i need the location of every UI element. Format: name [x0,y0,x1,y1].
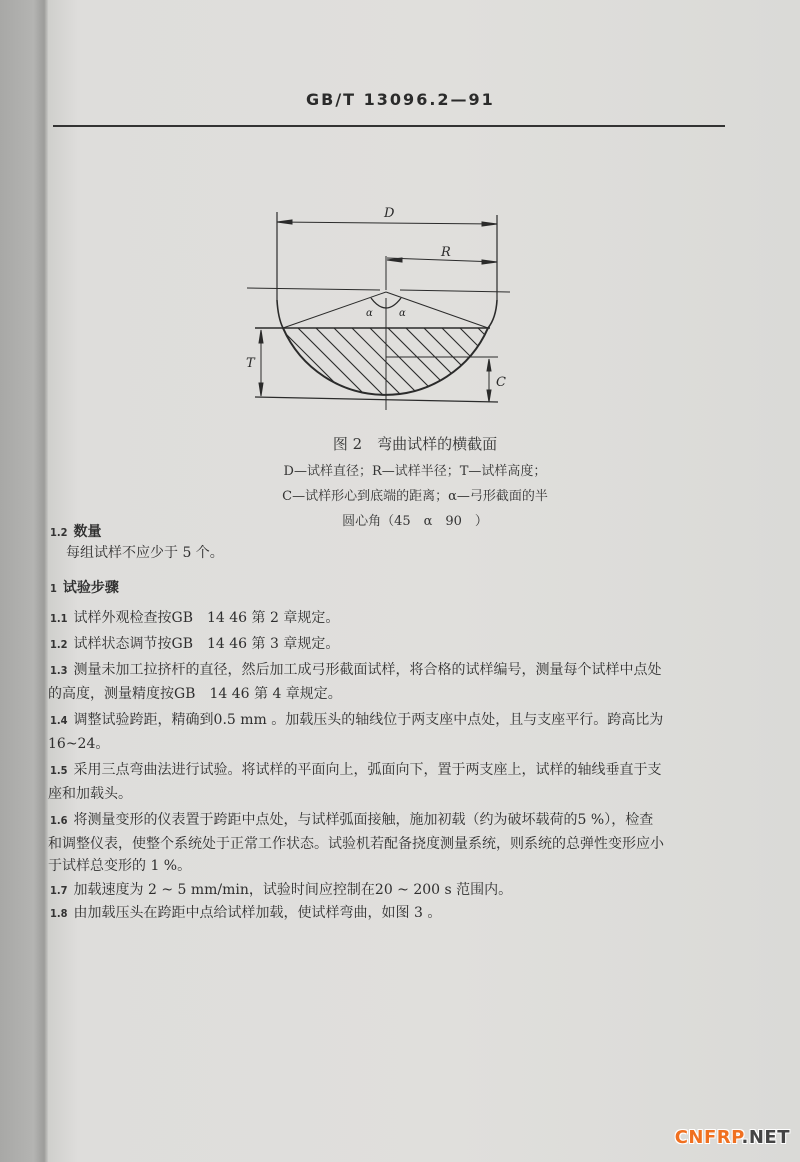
section-heading-quantity [50,522,102,543]
book-binding-shadow [0,0,48,1162]
header-rule [53,125,725,127]
clause-text: 由加载压头在跨距中点给试样加载，使试样弯曲，如图 3 。 [73,905,442,921]
label-C: C [496,375,506,390]
clause-number: 1.2 [50,638,68,651]
standard-code-header: GB/T 13096.2—91 [306,90,495,109]
label-R: R [441,245,451,260]
figure-caption-legend-2: C—试样形心到底端的距离；α—弓形截面的半 [282,489,548,504]
watermark-suffix: .NET [741,1127,790,1148]
document-page [48,0,800,1162]
clause-number: 1.3 [50,664,68,677]
clause-number: 1.8 [50,907,68,920]
clause-text: 调整试验跨距，精确到0.5 mm 。加载压头的轴线位于两支座中点处，且与支座平行。跨高比为 [73,712,664,728]
figure-caption-title: 图 2 弯曲试样的横截面 [332,435,498,453]
paragraph-continuation: 和调整仪表，使整个系统处于正常工作状态。试验机若配备挠度测量系统，则系统的总弹性变形应小 [48,836,664,852]
cross-section-diagram [240,200,540,425]
clause-number: 1.1 [50,612,68,625]
watermark-brand: CNFRP [674,1127,742,1148]
paragraph [50,660,662,681]
figure-cross-section [240,200,540,429]
clause-number: 1.5 [50,764,68,777]
paragraph-continuation: 座和加载头。 [48,786,132,802]
paragraph: 每组试样不应少于 5 个。 [66,545,224,561]
clause-number: 1.6 [50,814,68,827]
clause-text: 试样外观检查按GB 14 46 第 2 章规定。 [73,610,340,626]
section-number: 1.2 [50,526,68,539]
section-heading-procedure [50,578,119,599]
figure-caption-legend-1: D—试样直径；R—试样半径；T—试样高度； [283,464,547,479]
site-watermark [675,1127,790,1148]
label-alpha-right: α [399,308,406,319]
paragraph-continuation: 16~24。 [48,736,110,752]
clause-text: 加载速度为 2 ~ 5 mm/min，试验时间应控制在20 ~ 200 s 范围内。 [73,882,513,898]
clause-text: 试样状态调节按GB 14 46 第 3 章规定。 [73,636,340,652]
clause-text: 将测量变形的仪表置于跨距中点处，与试样弧面接触，施加初载（约为破坏载荷的5 %），检查 [73,812,654,828]
section-title: 试验步骤 [62,580,119,596]
label-alpha-left: α [366,308,373,319]
clause-text: 测量未加工拉挤杆的直径，然后加工成弓形截面试样，将合格的试样编号，测量每个试样中点处 [73,662,662,678]
paragraph [50,903,441,924]
section-number: 1 [50,582,57,595]
clause-text: 采用三点弯曲法进行试验。将试样的平面向上，弧面向下，置于两支座上，试样的轴线垂直于支 [73,762,662,778]
clause-number: 1.7 [50,884,68,897]
label-D: D [384,206,395,221]
clause-number: 1.4 [50,714,68,727]
paragraph [50,810,653,831]
paragraph-continuation: 于试样总变形的 1 %。 [48,858,192,874]
label-T: T [246,356,255,371]
paragraph-continuation: 的高度，测量精度按GB 14 46 第 4 章规定。 [48,686,342,702]
paragraph [50,760,662,781]
paragraph [50,608,339,629]
paragraph [50,710,663,731]
paragraph [50,634,339,655]
section-title: 数量 [73,524,102,540]
paragraph [50,880,512,901]
figure-caption-legend-3: 圆心角（45 α 90 ） [342,514,488,529]
